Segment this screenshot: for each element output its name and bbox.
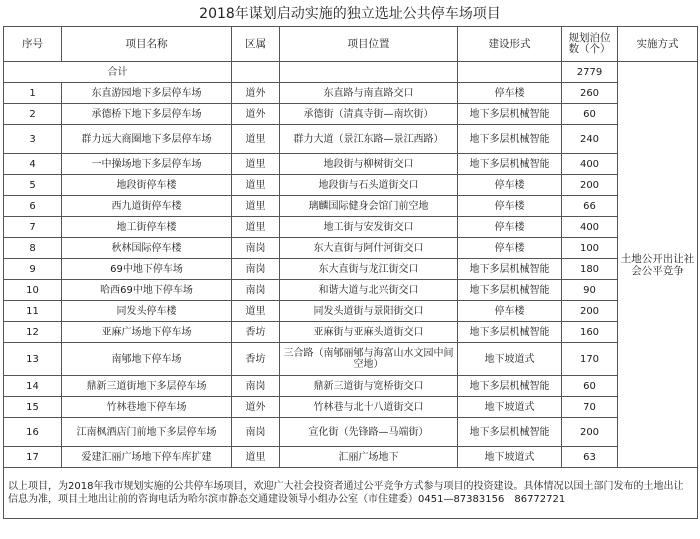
cell-form: 地下多层机械智能 bbox=[458, 418, 562, 447]
cell-form: 地下坡道式 bbox=[458, 343, 562, 376]
cell-seq: 1 bbox=[4, 83, 62, 104]
method-cell: 土地公开出让社会公平竞争 bbox=[618, 62, 698, 468]
table-row bbox=[4, 83, 698, 104]
cell-spaces: 180 bbox=[562, 259, 618, 280]
cell-location: 东大直街与阿什河街交口 bbox=[280, 238, 458, 259]
table-row bbox=[4, 196, 698, 217]
cell-location: 承德街（清真寺街—南坎街） bbox=[280, 104, 458, 125]
cell-name: 一中操场地下多层停车场 bbox=[62, 154, 232, 175]
cell-location: 亚麻街与亚麻头道街交口 bbox=[280, 322, 458, 343]
cell-district: 道外 bbox=[232, 104, 280, 125]
cell-location: 东大直街与龙江街交口 bbox=[280, 259, 458, 280]
total-row bbox=[4, 62, 698, 83]
cell-location: 竹林巷与北十八道街交口 bbox=[280, 397, 458, 418]
cell-form: 地下多层机械智能 bbox=[458, 104, 562, 125]
header-seq: 序号 bbox=[4, 27, 62, 62]
cell-district: 道里 bbox=[232, 217, 280, 238]
cell-district: 南岗 bbox=[232, 376, 280, 397]
cell-name: 江南枫酒店门前地下多层停车场 bbox=[62, 418, 232, 447]
cell-form: 停车楼 bbox=[458, 83, 562, 104]
cell-location: 三合路（南郇丽郇与海富山水文园中间空地） bbox=[280, 343, 458, 376]
cell-district: 道里 bbox=[232, 196, 280, 217]
cell-district: 香坊 bbox=[232, 322, 280, 343]
cell-location: 地段街与石头道街交口 bbox=[280, 175, 458, 196]
total-label: 合计 bbox=[4, 62, 232, 83]
cell-name: 东直游园地下多层停车场 bbox=[62, 83, 232, 104]
cell-seq: 10 bbox=[4, 280, 62, 301]
cell-district: 道里 bbox=[232, 125, 280, 154]
cell-spaces: 240 bbox=[562, 125, 618, 154]
cell-spaces: 160 bbox=[562, 322, 618, 343]
cell-name: 南郇地下停车场 bbox=[62, 343, 232, 376]
table-row bbox=[4, 301, 698, 322]
cell-seq: 6 bbox=[4, 196, 62, 217]
cell-seq: 4 bbox=[4, 154, 62, 175]
cell-name: 承德桥下地下多层停车场 bbox=[62, 104, 232, 125]
header-form: 建设形式 bbox=[458, 27, 562, 62]
table-row bbox=[4, 322, 698, 343]
cell-name: 西九道街停车楼 bbox=[62, 196, 232, 217]
cell-spaces: 90 bbox=[562, 280, 618, 301]
table-row bbox=[4, 418, 698, 447]
cell-seq: 9 bbox=[4, 259, 62, 280]
cell-form: 地下多层机械智能 bbox=[458, 280, 562, 301]
note-row bbox=[4, 468, 698, 519]
cell-name: 秋林国际停车楼 bbox=[62, 238, 232, 259]
cell-name: 爱建汇丽广场地下停车库扩建 bbox=[62, 447, 232, 468]
cell-location: 汇丽广场地下 bbox=[280, 447, 458, 468]
cell-name: 69中地下停车场 bbox=[62, 259, 232, 280]
cell-district: 道里 bbox=[232, 447, 280, 468]
cell-name: 地段街停车楼 bbox=[62, 175, 232, 196]
cell-seq: 11 bbox=[4, 301, 62, 322]
table-row bbox=[4, 154, 698, 175]
cell-form: 地下多层机械智能 bbox=[458, 259, 562, 280]
cell-name: 地工街停车楼 bbox=[62, 217, 232, 238]
cell-spaces: 60 bbox=[562, 376, 618, 397]
cell-district: 香坊 bbox=[232, 343, 280, 376]
cell-district: 南岗 bbox=[232, 280, 280, 301]
table-row bbox=[4, 397, 698, 418]
cell-seq: 5 bbox=[4, 175, 62, 196]
cell-location: 地段街与柳树街交口 bbox=[280, 154, 458, 175]
cell-seq: 14 bbox=[4, 376, 62, 397]
table-row bbox=[4, 175, 698, 196]
cell-spaces: 200 bbox=[562, 418, 618, 447]
table-row bbox=[4, 125, 698, 154]
cell-district: 道里 bbox=[232, 175, 280, 196]
table-row bbox=[4, 104, 698, 125]
cell-spaces: 400 bbox=[562, 217, 618, 238]
cell-form: 停车楼 bbox=[458, 238, 562, 259]
cell-seq: 12 bbox=[4, 322, 62, 343]
cell-seq: 7 bbox=[4, 217, 62, 238]
page-title: 2018年谋划启动实施的独立选址公共停车场项目 bbox=[199, 6, 501, 22]
cell-form: 停车楼 bbox=[458, 217, 562, 238]
cell-seq: 13 bbox=[4, 343, 62, 376]
header-method: 实施方式 bbox=[618, 27, 698, 62]
cell-form: 地下坡道式 bbox=[458, 397, 562, 418]
cell-seq: 15 bbox=[4, 397, 62, 418]
table-row bbox=[4, 217, 698, 238]
cell-seq: 16 bbox=[4, 418, 62, 447]
cell-spaces: 260 bbox=[562, 83, 618, 104]
table-row bbox=[4, 376, 698, 397]
cell-name: 群力远大商圈地下多层停车场 bbox=[62, 125, 232, 154]
cell-form: 地下坡道式 bbox=[458, 447, 562, 468]
header-district: 区属 bbox=[232, 27, 280, 62]
cell-spaces: 200 bbox=[562, 175, 618, 196]
cell-name: 同发头停车楼 bbox=[62, 301, 232, 322]
footnote: 以上项目，为2018年我市规划实施的公共停车场项目，欢迎广大社会投资者通过公平竞争方式参与项目的投资建设。具体情况以国土部门发布的土地出让信息为准，项目土地出让前的咨询电话为哈尔滨市静态交通建设领导小组办公室（市住建委）0451—87383156 86772721 bbox=[4, 468, 698, 519]
cell-location: 群力大道（景江东路—景江西路） bbox=[280, 125, 458, 154]
cell-location: 和谐大道与北兴街交口 bbox=[280, 280, 458, 301]
cell-district: 南岗 bbox=[232, 418, 280, 447]
cell-spaces: 60 bbox=[562, 104, 618, 125]
cell-location: 鼎新三道街与宽桥街交口 bbox=[280, 376, 458, 397]
header-row bbox=[4, 27, 698, 62]
cell-spaces: 66 bbox=[562, 196, 618, 217]
cell-district: 道里 bbox=[232, 154, 280, 175]
header-name: 项目名称 bbox=[62, 27, 232, 62]
cell-form: 地下多层机械智能 bbox=[458, 376, 562, 397]
cell-spaces: 400 bbox=[562, 154, 618, 175]
cell-name: 哈西69中地下停车场 bbox=[62, 280, 232, 301]
cell-form: 停车楼 bbox=[458, 196, 562, 217]
cell-spaces: 63 bbox=[562, 447, 618, 468]
table-row bbox=[4, 343, 698, 376]
cell-location: 东直路与南直路交口 bbox=[280, 83, 458, 104]
cell-spaces: 70 bbox=[562, 397, 618, 418]
cell-district: 道里 bbox=[232, 301, 280, 322]
cell-form: 停车楼 bbox=[458, 301, 562, 322]
cell-spaces: 100 bbox=[562, 238, 618, 259]
cell-form: 地下多层机械智能 bbox=[458, 154, 562, 175]
cell-district: 道外 bbox=[232, 83, 280, 104]
cell-location: 地工街与安发街交口 bbox=[280, 217, 458, 238]
cell-location: 宣化街（先锋路—马端街） bbox=[280, 418, 458, 447]
cell-form: 地下多层机械智能 bbox=[458, 125, 562, 154]
header-location: 项目位置 bbox=[280, 27, 458, 62]
cell-location: 璃麟国际健身会馆门前空地 bbox=[280, 196, 458, 217]
cell-name: 亚麻广场地下停车场 bbox=[62, 322, 232, 343]
cell-seq: 3 bbox=[4, 125, 62, 154]
cell-form: 地下多层机械智能 bbox=[458, 322, 562, 343]
table-row bbox=[4, 280, 698, 301]
cell-name: 鼎新三道街地下多层停车场 bbox=[62, 376, 232, 397]
table-row bbox=[4, 238, 698, 259]
cell-district: 南岗 bbox=[232, 238, 280, 259]
cell-spaces: 200 bbox=[562, 301, 618, 322]
cell-spaces: 170 bbox=[562, 343, 618, 376]
cell-location: 同发头道街与景阳街交口 bbox=[280, 301, 458, 322]
header-spaces: 规划泊位数（个） bbox=[562, 27, 618, 62]
cell-district: 道外 bbox=[232, 397, 280, 418]
table-row bbox=[4, 259, 698, 280]
cell-seq: 2 bbox=[4, 104, 62, 125]
total-value: 2779 bbox=[562, 62, 618, 83]
cell-seq: 8 bbox=[4, 238, 62, 259]
parking-projects-table bbox=[3, 26, 698, 519]
cell-form: 停车楼 bbox=[458, 175, 562, 196]
cell-district: 南岗 bbox=[232, 259, 280, 280]
cell-name: 竹林巷地下停车场 bbox=[62, 397, 232, 418]
cell-seq: 17 bbox=[4, 447, 62, 468]
table-row bbox=[4, 447, 698, 468]
